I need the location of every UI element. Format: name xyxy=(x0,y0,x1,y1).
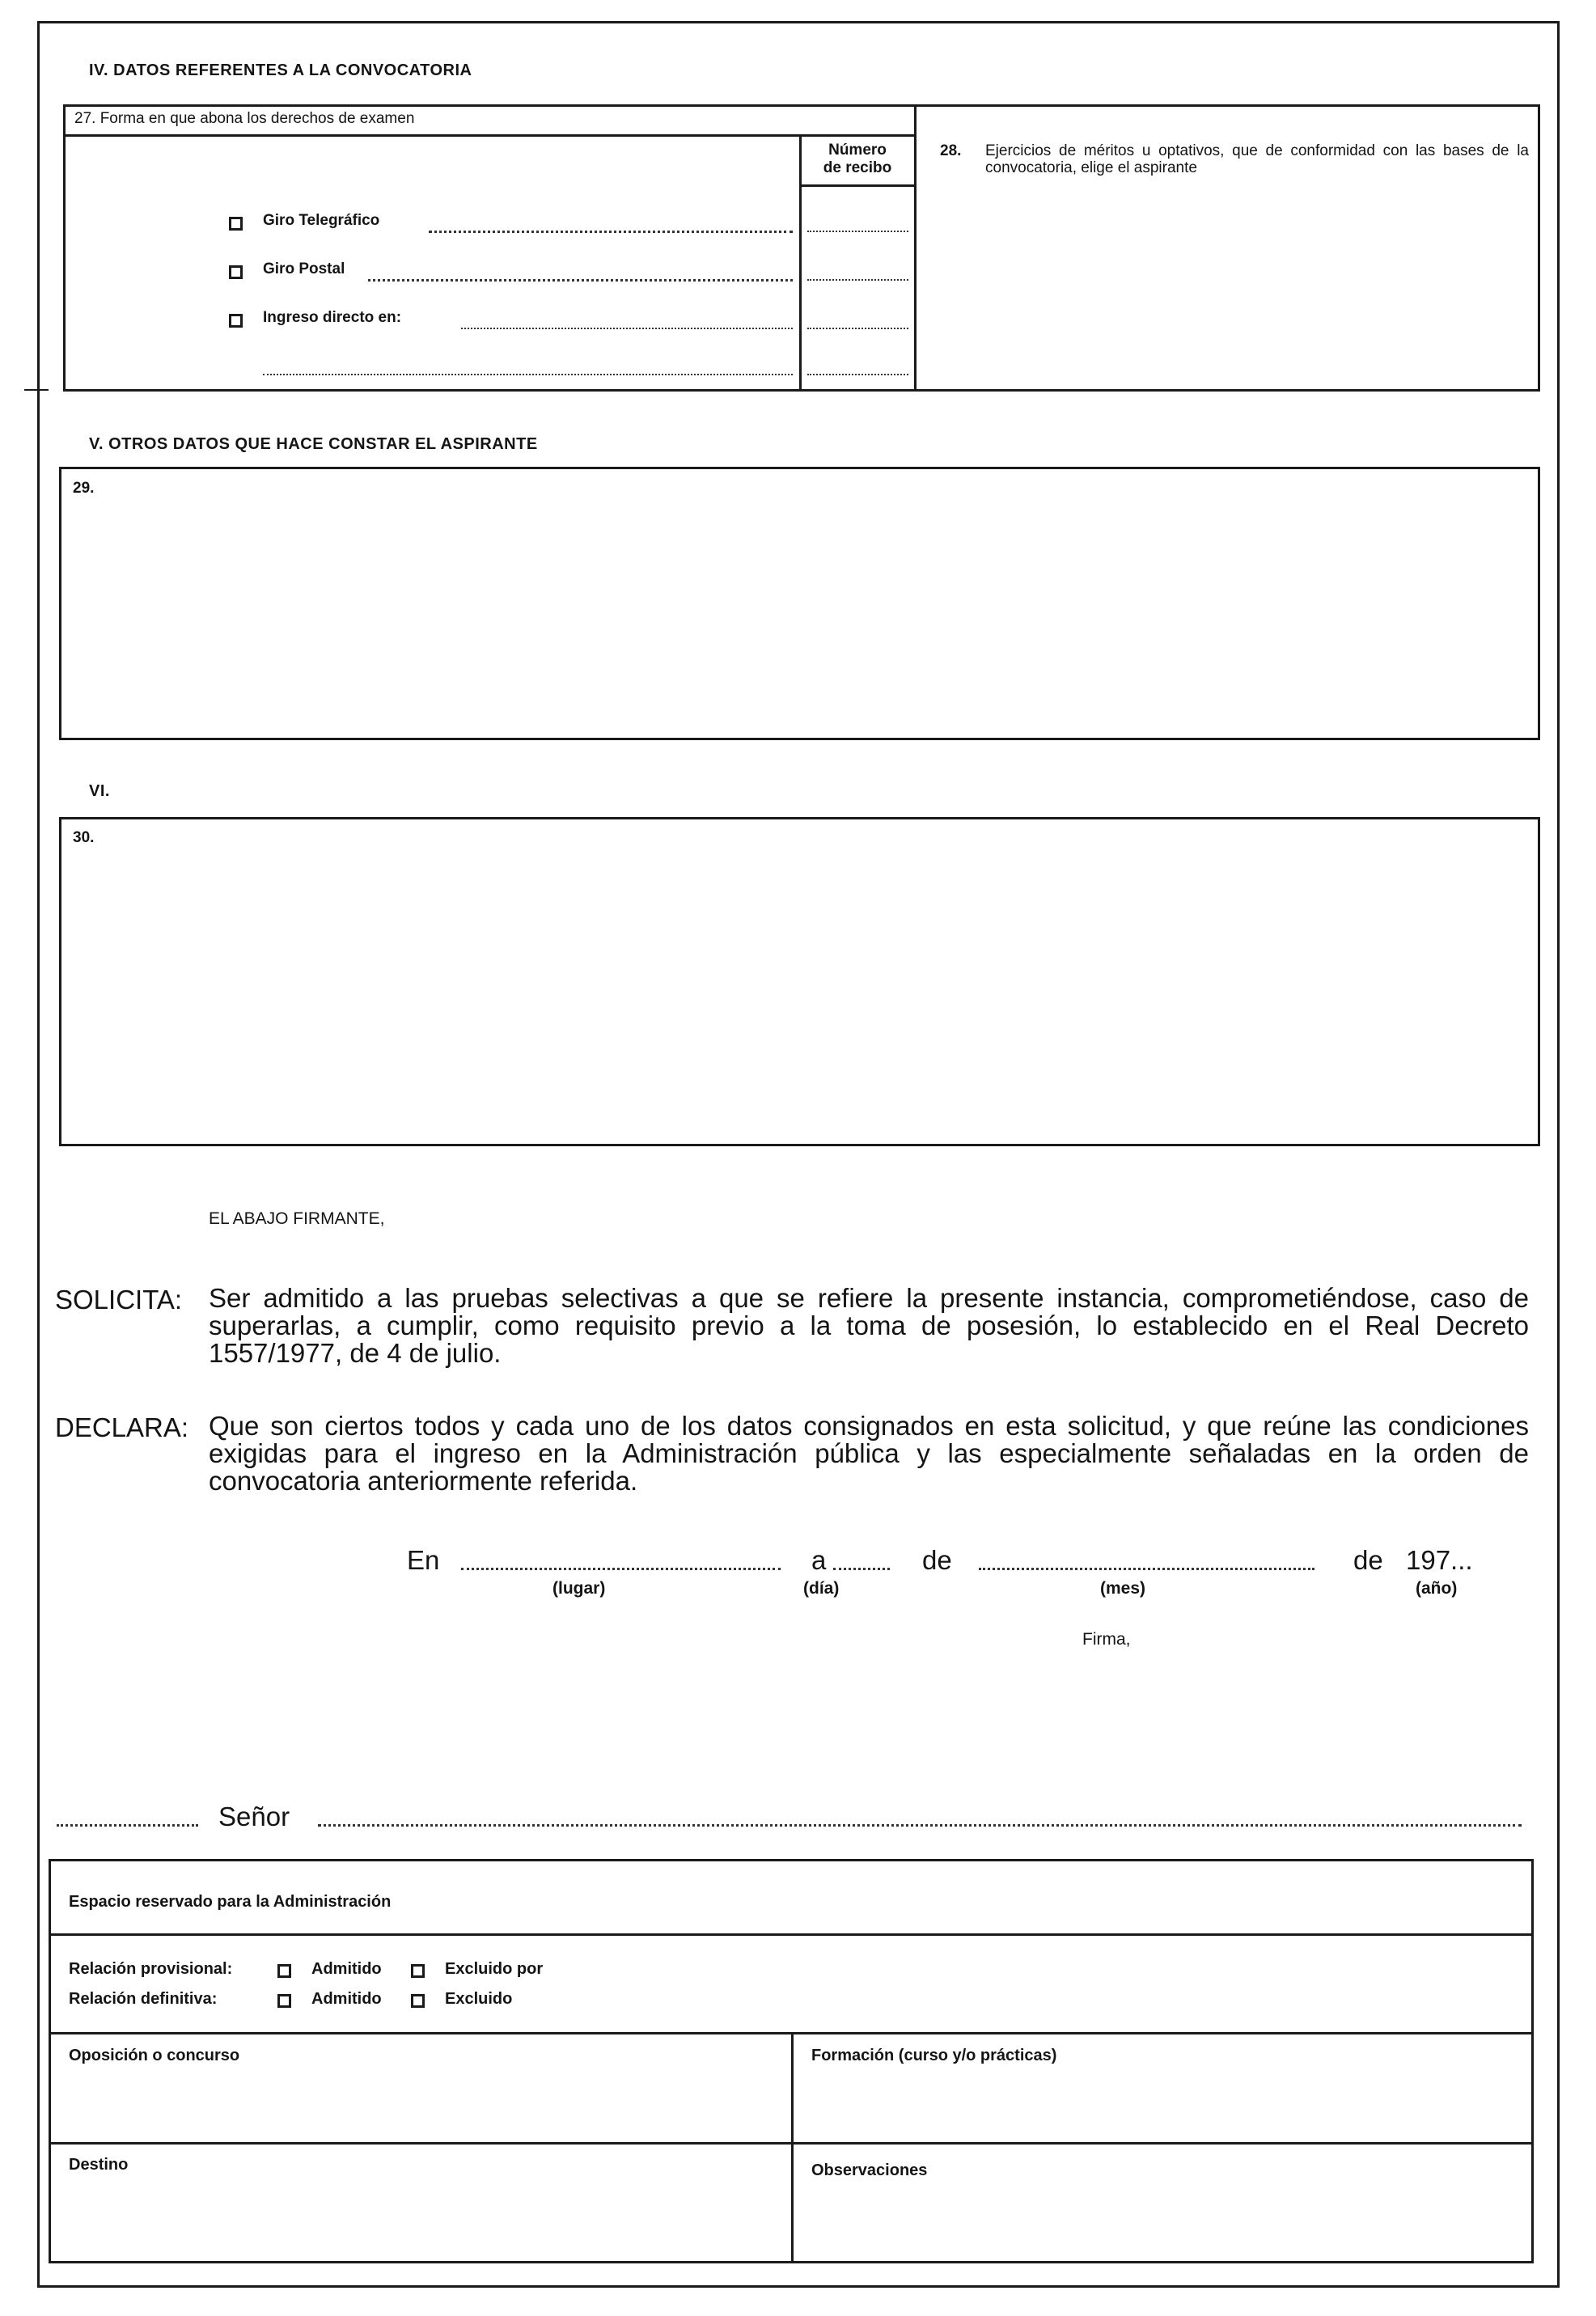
receipt-header-rule xyxy=(799,184,917,187)
firma-label: Firma, xyxy=(1082,1630,1131,1649)
giro-telegrafico-checkbox[interactable] xyxy=(229,217,243,231)
caption-mes: (mes) xyxy=(1100,1579,1146,1598)
giro-postal-checkbox[interactable] xyxy=(229,265,243,279)
section-v-title: V. OTROS DATOS QUE HACE CONSTAR EL ASPIRANTE xyxy=(89,435,538,453)
admin-rule-1 xyxy=(49,1933,1534,1936)
date-a: a xyxy=(811,1545,827,1575)
definitiva-admitido-label: Admitido xyxy=(311,1990,382,2008)
declara-label: DECLARA: xyxy=(55,1412,189,1442)
margin-mark xyxy=(24,389,49,391)
rel-definitiva-label: Relación definitiva: xyxy=(69,1990,218,2008)
admin-title: Espacio reservado para la Administración xyxy=(69,1893,392,1911)
mes-field[interactable] xyxy=(979,1568,1314,1570)
giro-telegrafico-receipt-field[interactable] xyxy=(807,231,908,232)
senor-label: Señor xyxy=(218,1802,290,1831)
caption-dia: (día) xyxy=(803,1579,840,1598)
field-27-box xyxy=(63,104,917,392)
section-vi-title: VI. xyxy=(89,782,110,800)
dia-field[interactable] xyxy=(833,1568,890,1570)
date-en: En xyxy=(407,1545,440,1575)
definitiva-excluido-label: Excluido xyxy=(445,1990,513,2008)
admin-rule-3 xyxy=(49,2142,1534,2145)
field-28-divider xyxy=(914,104,917,392)
provisional-excluido-label: Excluido por xyxy=(445,1960,544,1978)
receipt-header-line-1: Número xyxy=(828,142,887,159)
section-iv-title: IV. DATOS REFERENTES A LA CONVOCATORIA xyxy=(89,61,472,79)
giro-telegrafico-label: Giro Telegráfico xyxy=(263,212,380,229)
ingreso-directo-checkbox[interactable] xyxy=(229,314,243,328)
second-line-receipt-field[interactable] xyxy=(807,374,908,375)
solicita-text: Ser admitido a las pruebas selectivas a que se refiere la presente instancia, comprometiéndose, caso de superarlas, a cumplir, como requisito previo a la toma de posesión, lo establecido en el Real Decreto 1557/1977, de 4 de julio. xyxy=(209,1283,1529,1368)
ingreso-directo-receipt-field[interactable] xyxy=(807,328,908,329)
provisional-excluido-checkbox[interactable] xyxy=(411,1964,425,1978)
giro-telegrafico-dots xyxy=(429,231,793,233)
field-30-number: 30. xyxy=(73,829,95,846)
rel-provisional-label: Relación provisional: xyxy=(69,1960,233,1978)
field-27-label: 27. Forma en que abona los derechos de examen xyxy=(74,110,415,127)
ingreso-directo-field[interactable] xyxy=(461,328,793,329)
date-de-1: de xyxy=(922,1545,952,1575)
field-28-number: 28. xyxy=(940,142,962,159)
destino-label: Destino xyxy=(69,2156,129,2174)
formacion-label: Formación (curso y/o prácticas) xyxy=(811,2047,1057,2064)
field-30-box[interactable] xyxy=(59,817,1540,1146)
provisional-admitido-label: Admitido xyxy=(311,1960,382,1978)
observaciones-label: Observaciones xyxy=(811,2161,928,2179)
senor-addressee-field[interactable] xyxy=(318,1824,1522,1827)
signer-heading: EL ABAJO FIRMANTE, xyxy=(209,1209,385,1228)
ingreso-directo-label: Ingreso directo en: xyxy=(263,309,402,326)
field-29-box[interactable] xyxy=(59,467,1540,740)
caption-lugar: (lugar) xyxy=(552,1579,606,1598)
giro-postal-label: Giro Postal xyxy=(263,260,345,277)
receipt-header-line-2: de recibo xyxy=(823,159,892,176)
field-27-header-rule xyxy=(63,134,917,137)
date-de-2: de xyxy=(1353,1545,1383,1575)
lugar-field[interactable] xyxy=(461,1568,781,1570)
oposicion-label: Oposición o concurso xyxy=(69,2047,240,2064)
receipt-header xyxy=(801,142,914,177)
field-29-number: 29. xyxy=(73,480,95,497)
admin-column-divider xyxy=(791,2032,794,2263)
declara-text: Que son ciertos todos y cada uno de los datos consignados en esta solicitud, y que reúne las condiciones exigidas para el ingreso en la Administración pública y las especialmente señaladas en la orden de convocatoria anteriormente referida. xyxy=(209,1411,1529,1496)
year-field[interactable]: 197... xyxy=(1406,1545,1473,1575)
ingreso-directo-second-line[interactable] xyxy=(263,374,793,375)
giro-postal-receipt-field[interactable] xyxy=(807,279,908,281)
solicita-label: SOLICITA: xyxy=(55,1285,183,1315)
giro-postal-dots xyxy=(368,279,793,282)
field-28-text: Ejercicios de méritos u optativos, que de conformidad con las bases de la convocatoria, elige el aspirante xyxy=(985,142,1529,176)
provisional-admitido-checkbox[interactable] xyxy=(277,1964,291,1978)
definitiva-excluido-checkbox[interactable] xyxy=(411,1994,425,2008)
definitiva-admitido-checkbox[interactable] xyxy=(277,1994,291,2008)
caption-ano: (año) xyxy=(1416,1579,1458,1598)
senor-prefix-field[interactable] xyxy=(57,1824,198,1827)
